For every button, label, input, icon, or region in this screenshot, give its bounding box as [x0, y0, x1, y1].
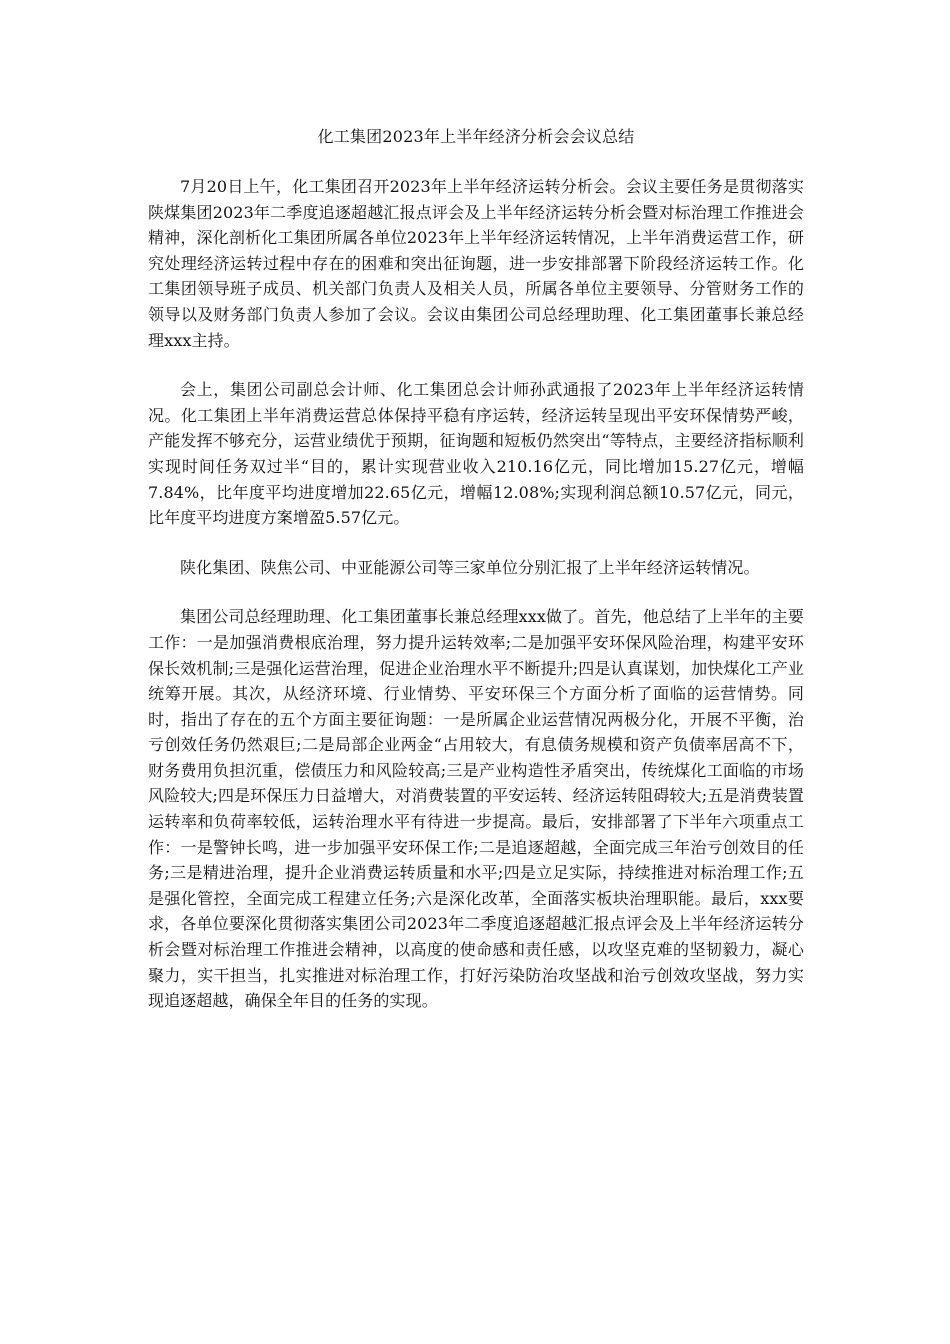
- paragraph-meeting-overview: 7月20日上午，化工集团召开2023年上半年经济运转分析会。会议主要任务是贯彻落实陕煤集团2023年二季度追逐超越汇报点评会及上半年经济运转分析会暨对标治理工作推进会精神，深化剖析化工集团所属各单位2023年上半年经济运转情况，上半年消费运营工作，研究处理经济运转过程中存在的困难和突出征询题，进一步安排部署下阶段经济运转工作。化工集团领导班子成员、机关部门负责人及相关人员，所属各单位主要领导、分管财务工作的领导以及财务部门负责人参加了会议。会议由集团公司总经理助理、化工集团董事长兼总经理xxx主持。: [148, 177, 804, 350]
- paragraph-unit-reports: 陕化集团、陕焦公司、中亚能源公司等三家单位分别汇报了上半年经济运转情况。: [180, 557, 760, 577]
- paragraph-financial-report: 会上，集团公司副总会计师、化工集团总会计师孙武通报了2023年上半年经济运转情况。化工集团上半年消费运营总体保持平稳有序运转，经济运转呈现出平安环保情势严峻，产能发挥不够充分，运营业绩优于预期，征询题和短板仍然突出“等特点，主要经济指标顺利实现时间任务双过半“目的，累计实现营业收入210.16亿元，同比增加15.27亿元，增幅7.84%，比年度平均进度增加22.65亿元，增幅12.08%;实现利润总额10.57亿元，同元，比年度平均进度方案增盈5.57亿元。: [148, 380, 804, 528]
- paragraph-summary-speech: 集团公司总经理助理、化工集团董事长兼总经理xxx做了。首先，他总结了上半年的主要工作：一是加强消费根底治理，努力提升运转效率;二是加强平安环保风险治理，构建平安环保长效机制;三是强化运营治理，促进企业治理水平不断提升;四是认真谋划，加快煤化工产业统筹开展。其次，从经济环境、行业情势、平安环保三个方面分析了面临的运营情势。同时，指出了存在的五个方面主要征询题：一是所属企业运营情况两极分化，开展不平衡，治亏创效任务仍然艰巨;二是局部企业两金“占用较大，有息债务规模和资产负债率居高不下，财务费用负担沉重，偿债压力和风险较高;三是产业构造性矛盾突出，传统煤化工面临的市场风险较大;四是环保压力日益增大，对消费装置的平安运转、经济运转阻碍较大;五是消费装置运转率和负荷率较低，运转治理水平有待进一步提高。最后，安排部署了下半年六项重点工作：一是警钟长鸣，进一步加强平安环保工作;二是追逐超越，全面完成三年治亏创效目的任务;三是精进治理，提升企业消费运转质量和水平;四是立足实际，持续推进对标治理工作;五是强化管控，全面完成工程建立任务;六是深化改革，全面落实板块治理职能。最后，xxx要求，各单位要深化贯彻落实集团公司2023年二季度追逐超越汇报点评会及上半年经济运转分析会暨对标治理工作推进会精神，以高度的使命感和责任感，以攻坚克难的坚韧毅力，凝心聚力，实干担当，扎实推进对标治理工作，打好污染防治攻坚战和治亏创效攻坚战，努力实现追逐超越，确保全年目的任务的实现。: [148, 607, 804, 1011]
- document-title: 化工集团2023年上半年经济分析会会议总结: [317, 127, 635, 146]
- document-body: [148, 124, 804, 1038]
